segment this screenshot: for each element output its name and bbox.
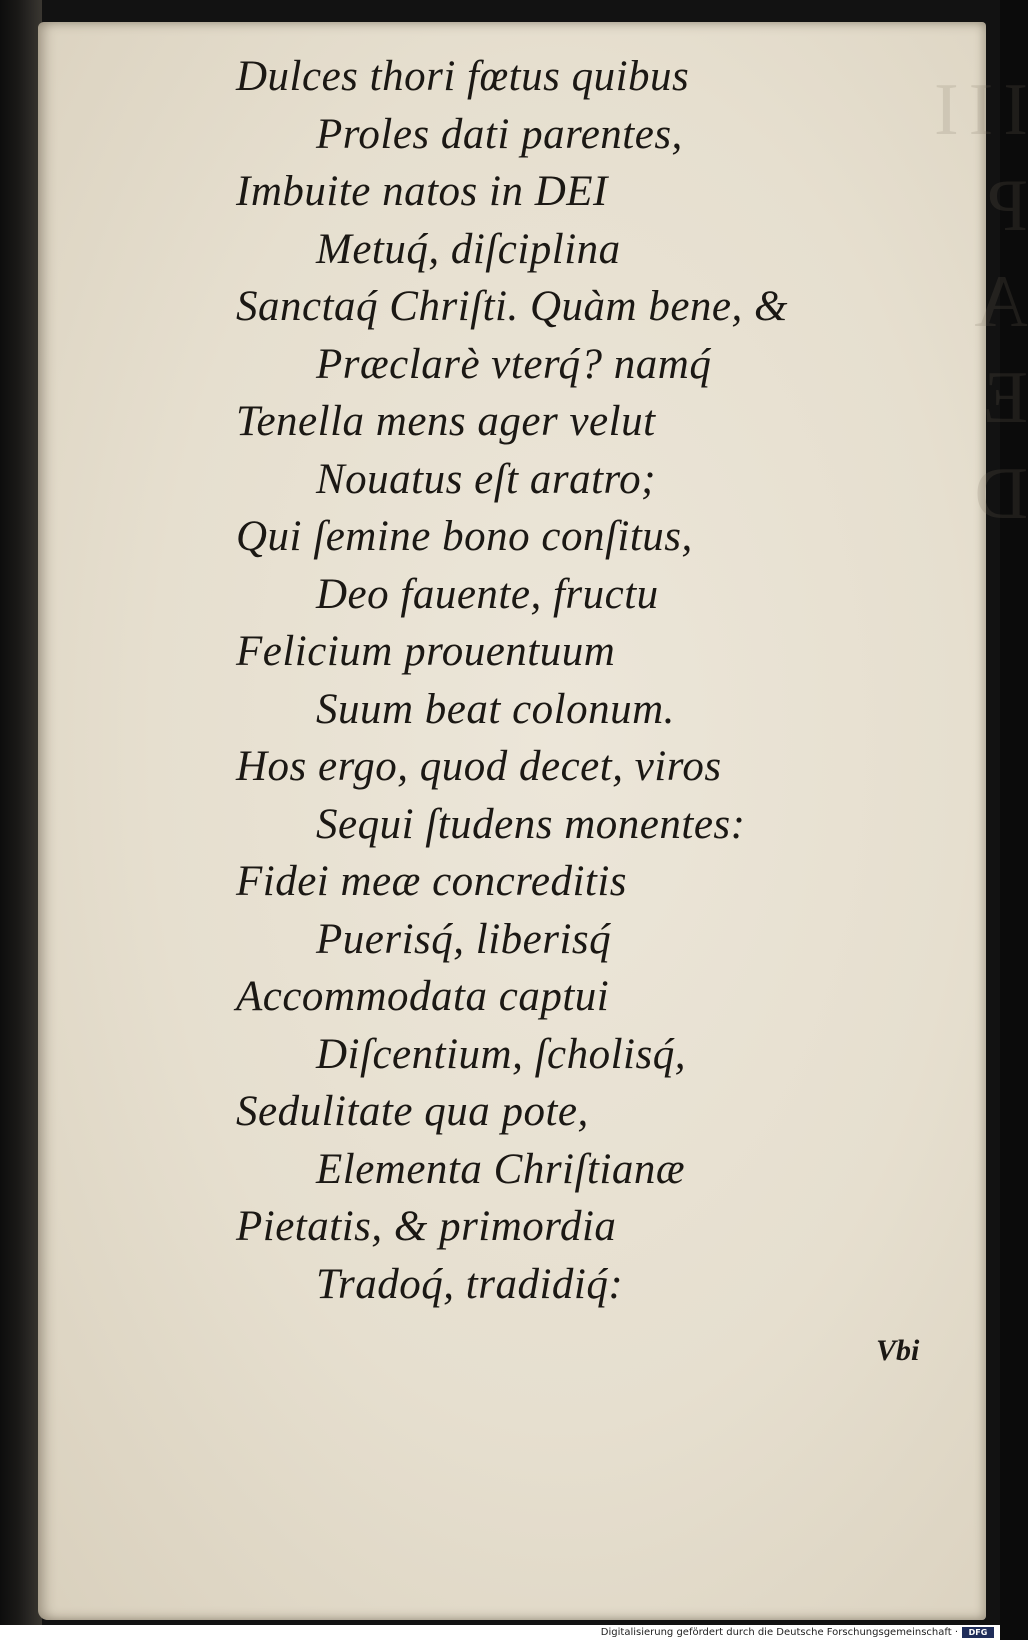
verse-line-11: Felicium prouentuum	[236, 628, 616, 675]
verse-line-3: Imbuite natos in DEI	[236, 168, 608, 215]
verse-line-4: Metuq́, diſciplina	[316, 225, 621, 273]
verse-line-8: Nouatus eſt aratro;	[316, 455, 656, 503]
verse-line-21: Pietatis, & primordia	[236, 1203, 617, 1250]
verse-line-15: Fidei meæ concreditis	[236, 858, 628, 905]
verse-line-13: Hos ergo, quod decet, viros	[236, 743, 722, 790]
verse-line-17: Accommodata captui	[236, 973, 610, 1020]
poem-verse	[236, 48, 788, 1313]
verse-line-19: Sedulitate qua pote,	[236, 1088, 589, 1135]
verse-line-14: Sequi ſtudens monentes:	[316, 800, 746, 848]
verse-line-5: Sanctaq́ Chriſti. Quàm bene, &	[236, 283, 788, 330]
verse-line-12: Suum beat colonum.	[316, 685, 675, 733]
catchword: Vbi	[876, 1334, 920, 1367]
verse-line-20: Elementa Chriſtianæ	[316, 1145, 686, 1193]
book-binding-edge	[0, 0, 42, 1625]
verse-line-7: Tenella mens ager velut	[236, 398, 656, 445]
footer-credit-text: Digitalisierung gefördert durch die Deutsche Forschungsgemeinschaft ·	[600, 1627, 958, 1638]
verse-line-2: Proles dati parentes,	[316, 110, 683, 158]
verse-line-22: Tradoq́, tradidiq́:	[316, 1260, 624, 1308]
verse-line-16: Puerisq́, liberisq́	[316, 915, 612, 963]
verse-line-10: Deo fauente, fructu	[316, 570, 659, 618]
digitization-footer	[0, 1625, 1000, 1640]
verse-line-18: Diſcentium, ſcholisq́,	[316, 1030, 686, 1078]
verse-line-1: Dulces thori fœtus quibus	[236, 53, 690, 100]
verse-line-6: Præclarè vterq́? namq́	[316, 340, 712, 388]
verse-line-9: Qui ſemine bono conſitus,	[236, 513, 693, 560]
dfg-logo-icon: DFG	[962, 1627, 994, 1638]
bleed-through-texture: III P A E D	[924, 69, 1028, 535]
